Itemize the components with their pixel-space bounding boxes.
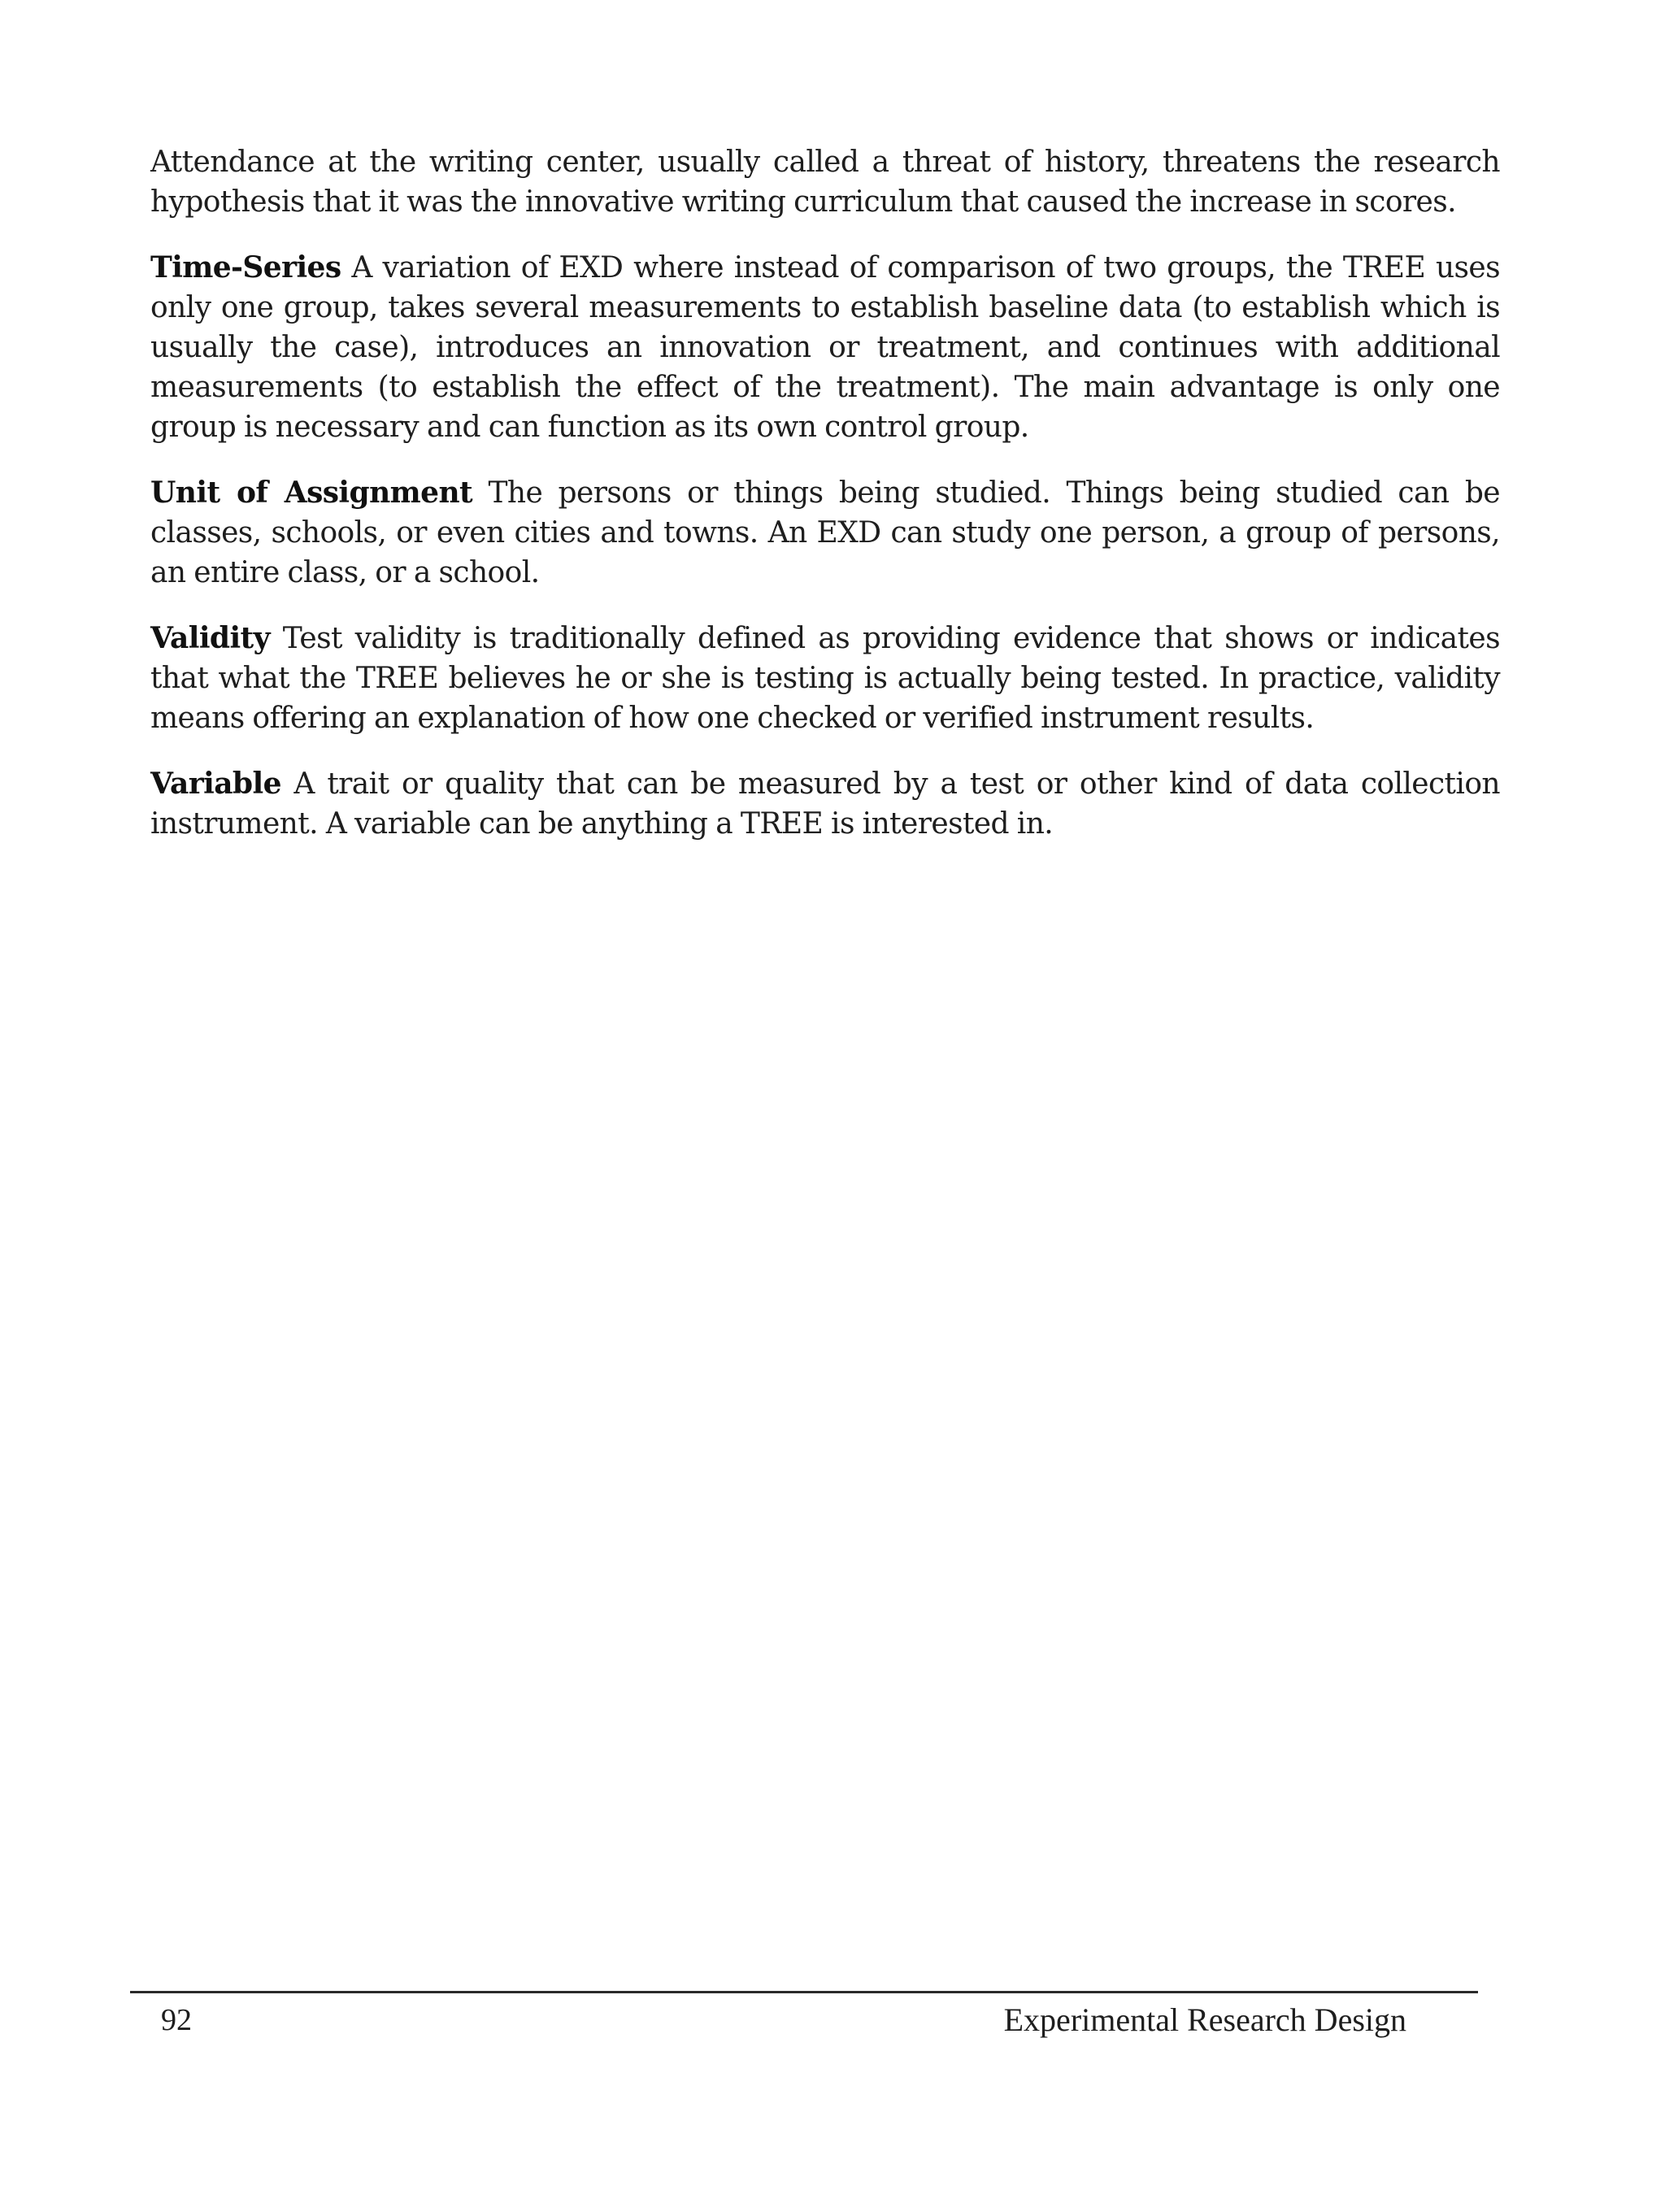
- glossary-entry-time-series: [150, 248, 1500, 447]
- glossary-term: Validity: [150, 621, 270, 655]
- paragraph-text: Attendance at the writing center, usually called a threat of history, threatens the research hypothesis that it was the innovative writing curriculum that caused the increase in scores.: [150, 146, 1500, 219]
- page-number: 92: [161, 2003, 192, 2037]
- glossary-term: Time-Series: [150, 250, 341, 285]
- glossary-term: Unit of Assignment: [150, 476, 473, 510]
- glossary-definition: A variation of EXD where instead of comparison of two groups, the TREE uses only one group, takes several measurements to establish baseline data (to establish which is usually the case), introduces an innovation or treatment, and continues with additional measurements (to establish the effect of the treatment). The main advantage is only one group is necessary and can function as its own control group.: [150, 251, 1500, 444]
- glossary-entry-unit-of-assignment: [150, 473, 1500, 593]
- page-content: [150, 142, 1500, 870]
- glossary-entry-validity: [150, 619, 1500, 738]
- glossary-term: Variable: [150, 767, 281, 801]
- glossary-definition: A trait or quality that can be measured by a test or other kind of data collection instrument. A variable can be anything a TREE is interested in.: [150, 767, 1500, 841]
- glossary-entry-variable: [150, 764, 1500, 844]
- glossary-definition: The persons or things being studied. Things being studied can be classes, schools, or even cities and towns. An EXD can study one person, a group of persons, an entire class, or a school.: [150, 476, 1500, 589]
- paragraph-history-threat: [150, 142, 1500, 222]
- running-footer-title: Experimental Research Design: [1003, 2001, 1406, 2038]
- footer-divider: [130, 1991, 1478, 1993]
- glossary-definition: Test validity is traditionally defined as providing evidence that shows or indicates that what the TREE believes he or she is testing is actually being tested. In practice, validity means offering an explanation of how one checked or verified instrument results.: [150, 622, 1500, 735]
